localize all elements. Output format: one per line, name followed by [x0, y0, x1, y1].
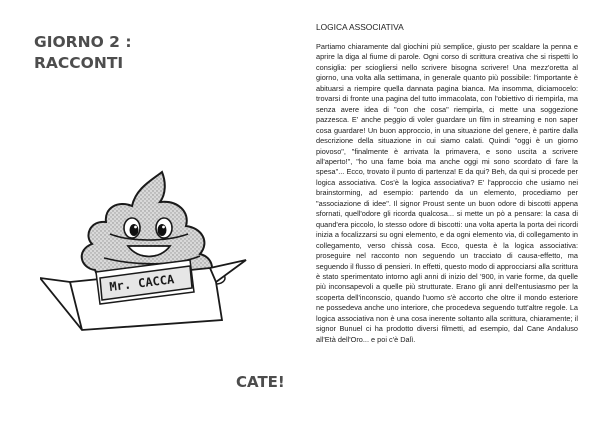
article-body: Partiamo chiaramente dal giochini più semplice, giusto per scaldare la penna e aprire la diga al fiume di parole. Ogni corso di scrittura creativa che si rispetti lo consiglia: per sciogliersi nello scrivere bisogna scrivere! Una mezz'oretta al giorno, una volta alla settimana, in generale quanto più possibile: l'importante è abituarsi a riempire quella dannata pagina bianca. Ma insomma, diciamocelo: trovarsi di fronte una pagina del tutto immacolata, con l'obiettivo di riempirla, ma senza avere idea di "con che cosa" riempirla, ci mette una soggezione pazzesca. E' anche peggio di voler guardare un film in streaming e non saper cosa guardare! Un buon approccio, in una situazione del genere, è partire dalla descrizione della situazione in cui siamo calati. Quindi "oggi è un giorno piovoso", "finalmente è arrivata la primavera, e sono uscita a scrivere all'aperto!", "ho una fame boia ma anche oggi mi sono scordato di fare la spesa"... Ecco, trovato il punto di partenza! E da qui? Beh, da qui si procede per logica associativa. Cos'è la logica associativa? E' l'approccio che usiamo nei brainstorming, ad esempio: partendo da un elemento, procediamo per "associazione di idee". Il signor Proust sente un buon odore di biscotti appena sfornati, quell'odore gli ricorda qualcosa... si mette un pò a pensare: la casa di quand'era piccolo, lo stesso odore di biscotti: una volta aperta la porta dei ricordi inizia a focalizzarsi su ogni elemento, e da ogni elemento via, di collegamento in collegamento, verso chissà cosa. Ecco, questa è la logica associativa: proseguire nel racconto non seguendo un tracciato di causa-effetto, ma seguendo il flusso di pensieri. In effetti, questo modo di approcciarsi alla scrittura è stato sperimentato intorno agli anni di inizio del '900, in varie forme, da quelle più inconsapevoli a quelle più strutturate. Erano gli anni dell'entusiasmo per la scoperta dell'inconscio, quando l'uomo s'è accorto che oltre il mondo esteriore ne possedeva anche uno interiore, che procedeva seguendo tutt'altre regole. La logica associativa non è una cosa inerente soltanto alla scrittura, chiaramente; il signor Bunuel ci ha prodotto diversi filmetti, ad esempio, dal Cane Andaluso all'Età dell'Oro... e poi c'è Dalì.	[316, 42, 578, 344]
page-heading	[34, 32, 132, 74]
heading-line-1: GIORNO 2 :	[34, 33, 132, 51]
signature: CATE!	[236, 373, 285, 391]
poop-mascot-illustration	[40, 150, 260, 340]
article-title: LOGICA ASSOCIATIVA	[316, 22, 404, 32]
right-page	[316, 22, 578, 345]
heading-line-2: RACCONTI	[34, 54, 124, 72]
name-plate-text: Mr. CACCA	[108, 272, 175, 294]
